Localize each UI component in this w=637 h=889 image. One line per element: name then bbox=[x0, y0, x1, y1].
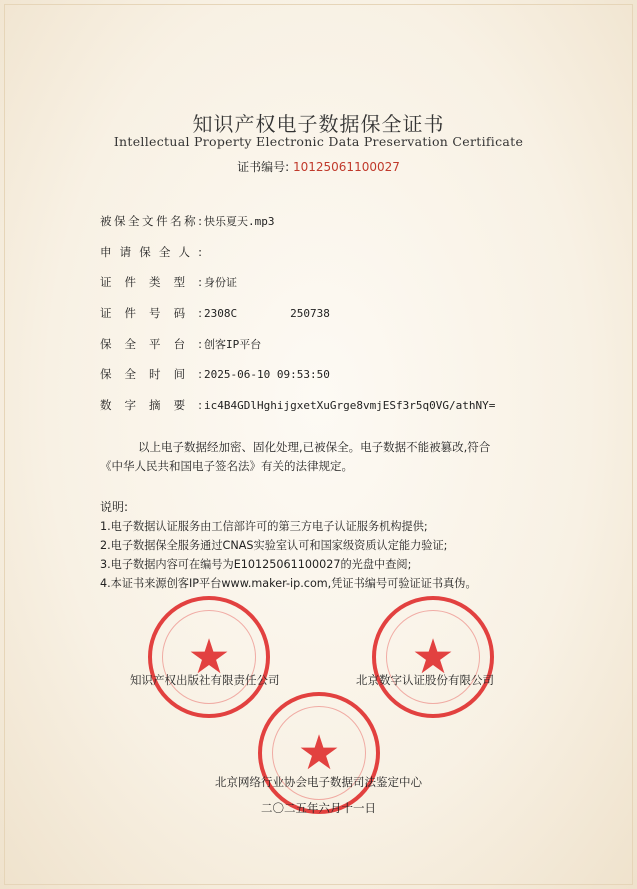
field-row-filename bbox=[100, 213, 495, 244]
field-value: 2025-06-10 09:53:50 bbox=[204, 368, 330, 382]
field-row-digest bbox=[100, 397, 495, 428]
field-row-id-number bbox=[100, 305, 495, 336]
field-list bbox=[100, 213, 495, 428]
issuer-center: 北京网络行业协会电子数据司法鉴定中心 bbox=[215, 775, 422, 789]
notes-heading: 说明: bbox=[100, 500, 129, 514]
notes-section bbox=[100, 498, 477, 593]
issuer-right: 北京数字认证股份有限公司 bbox=[356, 673, 494, 687]
field-value: 2308C 250738 bbox=[204, 307, 330, 321]
field-label: 保全时间: bbox=[100, 367, 202, 382]
field-label: 申请保全人: bbox=[100, 244, 202, 259]
field-row-platform bbox=[100, 336, 495, 367]
issue-date: 二〇二五年六月十一日 bbox=[261, 801, 376, 815]
field-value: 身份证 bbox=[204, 276, 237, 290]
note-item: 2.电子数据保全服务通过CNAS实验室认可和国家级资质认定能力验证; bbox=[100, 539, 448, 552]
field-label: 证件类型: bbox=[100, 275, 202, 290]
statement-line: 以上电子数据经加密、固化处理,已被保全。电子数据不能被篡改,符合 bbox=[138, 440, 491, 454]
field-label: 保全平台: bbox=[100, 336, 202, 351]
certificate-title: 知识产权电子数据保全证书 bbox=[192, 112, 445, 136]
star-icon: ★ bbox=[411, 629, 455, 685]
field-row-time bbox=[100, 366, 495, 397]
field-value: 快乐夏天.mp3 bbox=[204, 215, 275, 228]
field-label: 证件号码: bbox=[100, 306, 202, 321]
statement-line: 《中华人民共和国电子签名法》有关的法律规定。 bbox=[100, 459, 353, 473]
certificate-subtitle: Intellectual Property Electronic Data Preservation Certificate bbox=[113, 134, 524, 149]
note-item: 1.电子数据认证服务由工信部许可的第三方电子认证服务机构提供; bbox=[100, 520, 428, 533]
field-row-applicant bbox=[100, 244, 495, 275]
cert-no-label: 证书编号: bbox=[237, 160, 290, 174]
certificate-number bbox=[0, 158, 637, 175]
note-item: 3.电子数据内容可在编号为E10125061100027的光盘中查阅; bbox=[100, 558, 412, 571]
field-value: ic4B4GDlHghijgxetXuGrge8vmjESf3r5q0VG/athNY= bbox=[204, 399, 496, 413]
star-icon: ★ bbox=[297, 725, 341, 781]
issuer-left: 知识产权出版社有限责任公司 bbox=[130, 673, 280, 687]
field-value: 创客IP平台 bbox=[204, 337, 262, 351]
statement-paragraph bbox=[100, 438, 540, 476]
field-label: 被保全文件名称: bbox=[100, 214, 202, 228]
seal-left-stamp bbox=[148, 596, 270, 718]
star-icon: ★ bbox=[187, 629, 231, 685]
field-label: 数字摘要: bbox=[100, 398, 202, 413]
seal-right-stamp bbox=[372, 596, 494, 718]
field-row-id-type bbox=[100, 274, 495, 305]
seal-center-stamp bbox=[258, 692, 380, 814]
note-item: 4.本证书来源创客IP平台www.maker-ip.com,凭证书编号可验证证书真伪。 bbox=[100, 577, 477, 590]
cert-no-value: 10125061100027 bbox=[292, 160, 400, 174]
